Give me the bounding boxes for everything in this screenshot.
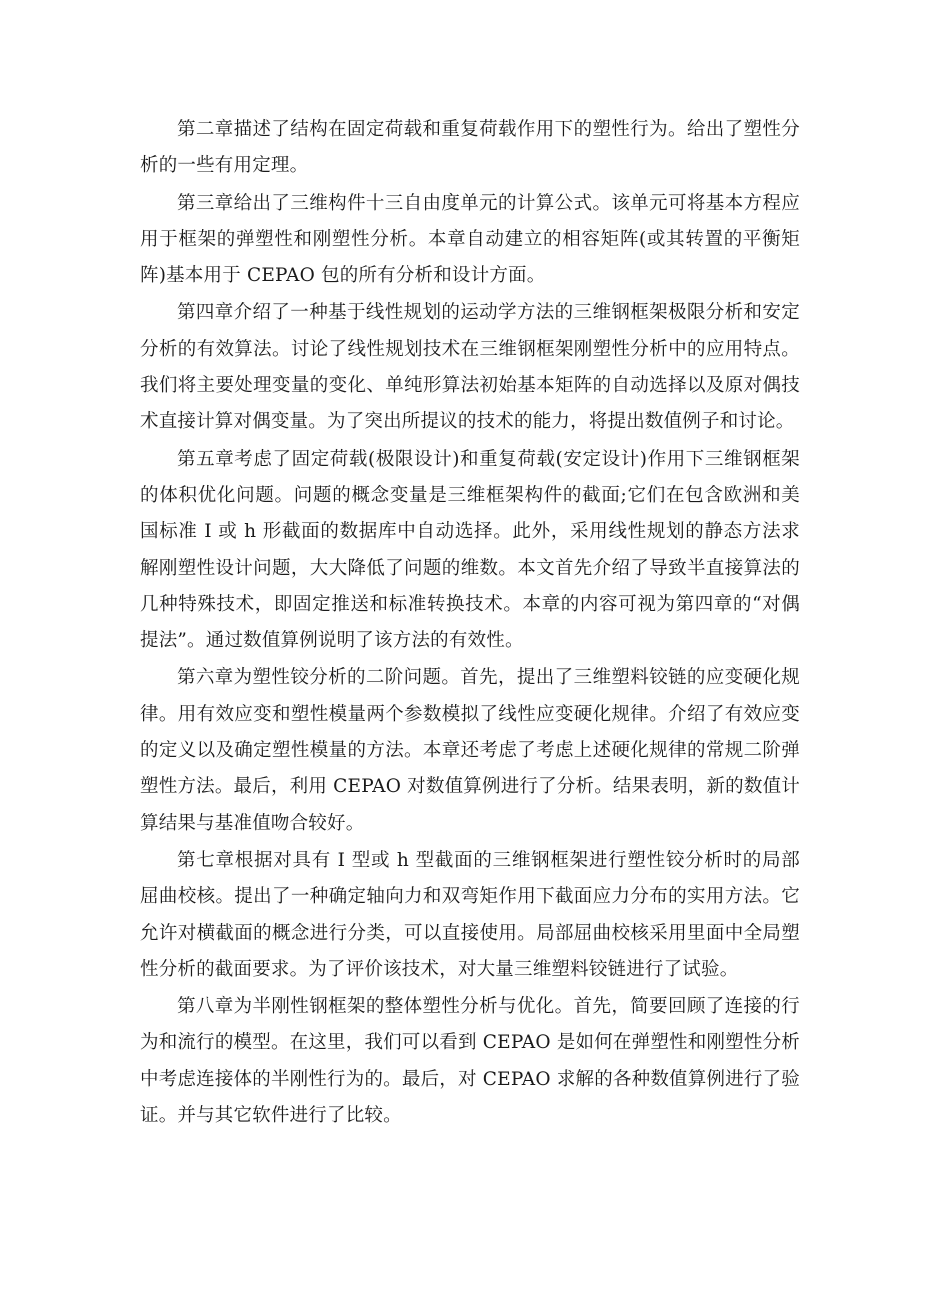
paragraph-chapter-6: 第六章为塑性铰分析的二阶问题。首先，提出了三维塑料铰链的应变硬化规律。用有效应变和塑性模量两个参数模拟了线性应变硬化规律。介绍了有效应变的定义以及确定塑性模量的方法。本章还考虑了考虑上述硬化规律的常规二阶弹塑性方法。最后，利用 CEPAO 对数值算例进行了分析。结果表明，新的数值计算结果与基准值吻合较好。 <box>140 667 800 834</box>
document-body <box>140 112 800 1135</box>
paragraph-chapter-4: 第四章介绍了一种基于线性规划的运动学方法的三维钢框架极限分析和安定分析的有效算法。讨论了线性规划技术在三维钢框架刚塑性分析中的应用特点。我们将主要处理变量的变化、单纯形算法初始基本矩阵的自动选择以及原对偶技术直接计算对偶变量。为了突出所提议的技术的能力，将提出数值例子和讨论。 <box>140 302 800 433</box>
paragraph-chapter-3: 第三章给出了三维构件十三自由度单元的计算公式。该单元可将基本方程应用于框架的弹塑性和刚塑性分析。本章自动建立的相容矩阵(或其转置的平衡矩阵)基本用于 CEPAO 包的所有分析和设计方面。 <box>140 192 800 287</box>
paragraph-chapter-5: 第五章考虑了固定荷载(极限设计)和重复荷载(安定设计)作用下三维钢框架的体积优化问题。问题的概念变量是三维框架构件的截面;它们在包含欧洲和美国标准 I 或 h 形截面的数据库中自动选择。此外，采用线性规划的静态方法求解刚塑性设计问题，大大降低了问题的维数。本文首先介绍了导致半直接算法的几种特殊技术，即固定推送和标准转换技术。本章的内容可视为第四章的“对偶提法”。通过数值算例说明了该方法的有效性。 <box>140 448 800 652</box>
paragraph-chapter-2: 第二章描述了结构在固定荷载和重复荷载作用下的塑性行为。给出了塑性分析的一些有用定理。 <box>140 119 800 177</box>
paragraph-chapter-8: 第八章为半刚性钢框架的整体塑性分析与优化。首先，简要回顾了连接的行为和流行的模型。在这里，我们可以看到 CEPAO 是如何在弹塑性和刚塑性分析中考虑连接体的半刚性行为的。最后，对 CEPAO 求解的各种数值算例进行了验证。并与其它软件进行了比较。 <box>140 996 800 1127</box>
paragraph-chapter-7: 第七章根据对具有 I 型或 h 型截面的三维钢框架进行塑性铰分析时的局部屈曲校核。提出了一种确定轴向力和双弯矩作用下截面应力分布的实用方法。它允许对横截面的概念进行分类，可以直接使用。局部屈曲校核采用里面中全局塑性分析的截面要求。为了评价该技术，对大量三维塑料铰链进行了试验。 <box>140 849 800 980</box>
